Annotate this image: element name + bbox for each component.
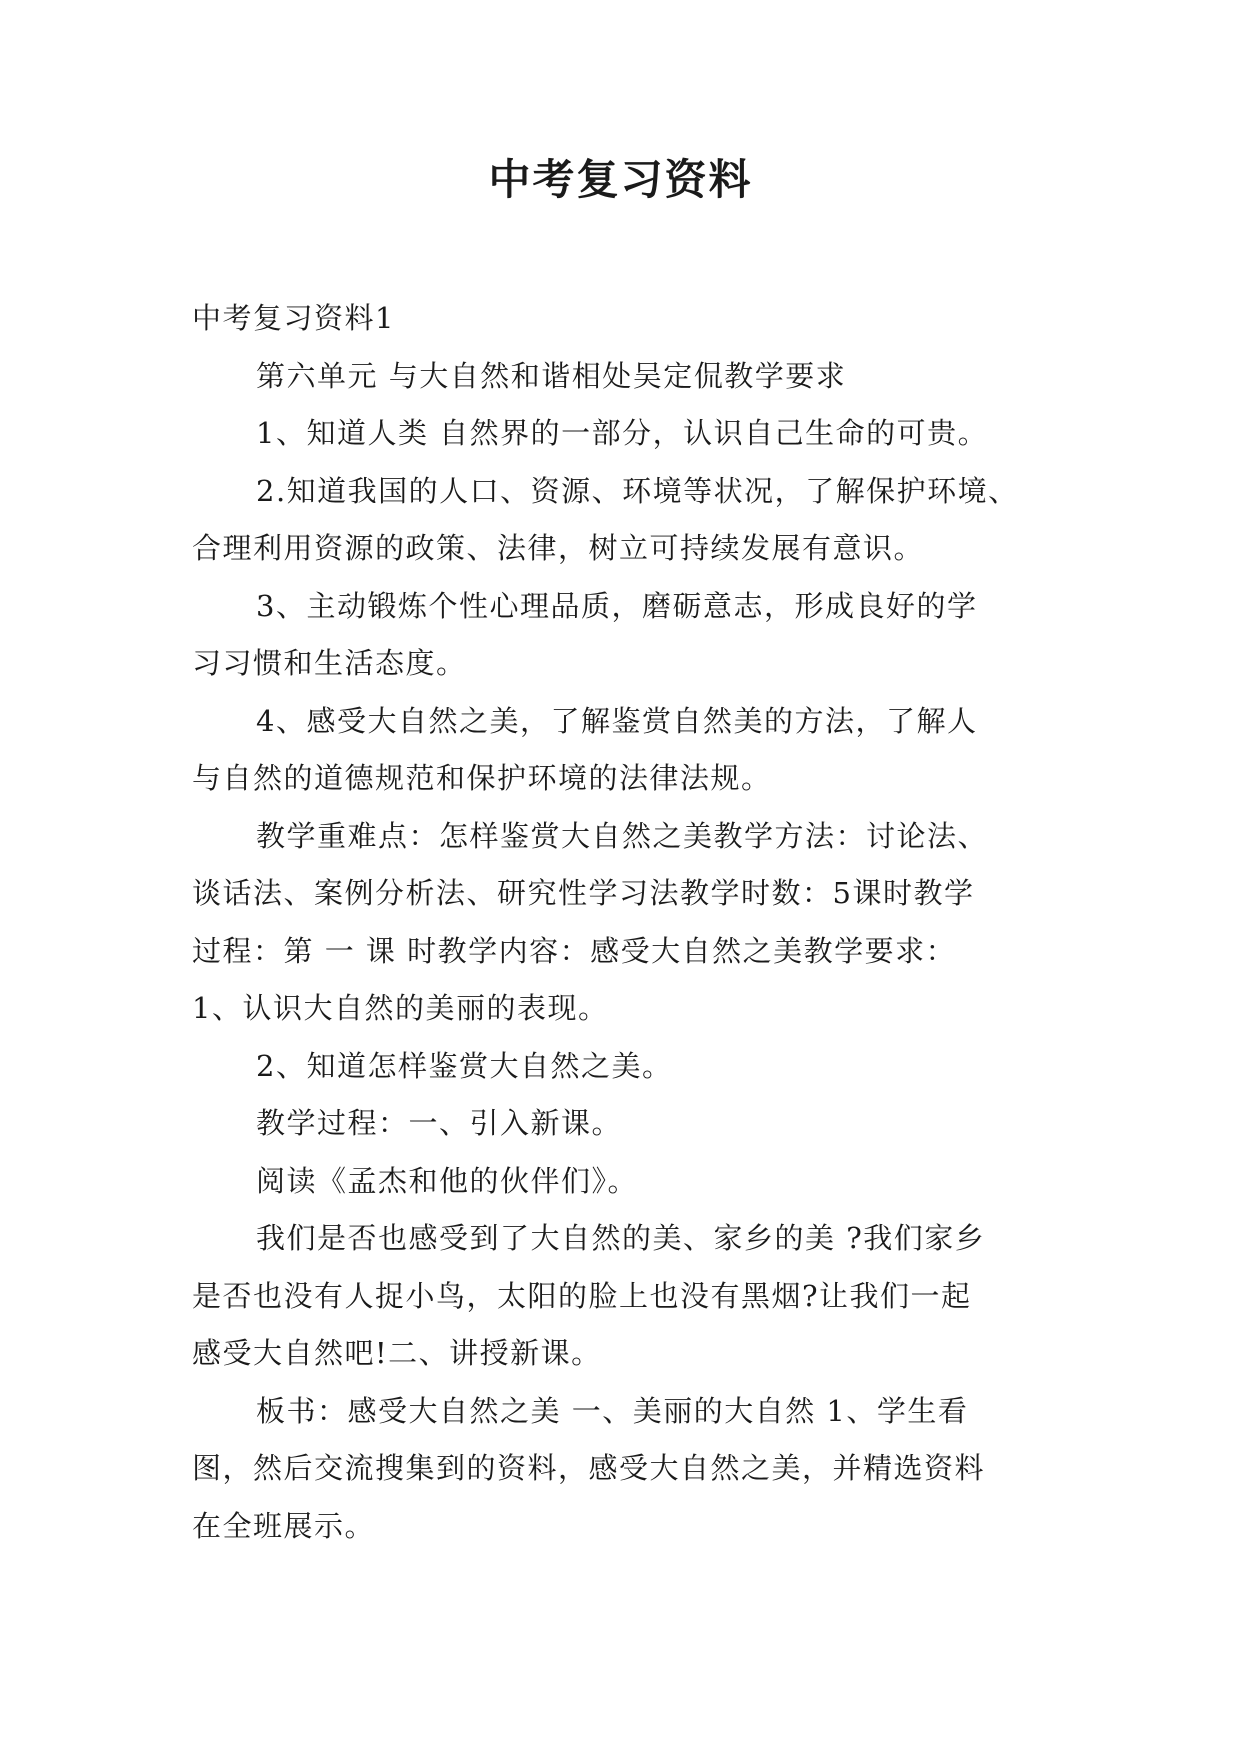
paragraph-line: 4、感受大自然之美，了解鉴赏自然美的方法，了解人 bbox=[256, 703, 978, 738]
paragraph-line: 2.知道我国的人口、资源、环境等状况，了解保护环境、 bbox=[256, 473, 1019, 508]
paragraph-line: 教学过程：一、引入新课。 bbox=[256, 1106, 623, 1140]
paragraph-line: 在全班展示。 bbox=[192, 1508, 376, 1543]
paragraph-line: 图，然后交流搜集到的资料，感受大自然之美，并精选资料 bbox=[192, 1451, 986, 1485]
section-heading: 中考复习资料1 bbox=[192, 301, 395, 335]
paragraph-line: 习习惯和生活态度。 bbox=[192, 646, 467, 680]
paragraph-line: 教学重难点：怎样鉴赏大自然之美教学方法：讨论法、 bbox=[256, 818, 989, 853]
paragraph-line: 过程：第 一 课 时教学内容：感受大自然之美教学要求： bbox=[192, 933, 957, 968]
paragraph-line: 感受大自然吧!二、讲授新课。 bbox=[192, 1336, 602, 1370]
document-title: 中考复习资料 bbox=[488, 155, 753, 204]
paragraph-line: 合理利用资源的政策、法律，树立可持续发展有意识。 bbox=[192, 531, 925, 565]
paragraph-line: 谈话法、案例分析法、研究性学习法教学时数：5课时教学 bbox=[192, 876, 975, 910]
paragraph-line: 与自然的道德规范和保护环境的法律法规。 bbox=[192, 761, 772, 795]
unit-heading: 第六单元 与大自然和谐相处吴定侃教学要求 bbox=[256, 358, 847, 393]
paragraph-line: 是否也没有人捉小鸟，太阳的脸上也没有黑烟?让我们一起 bbox=[192, 1278, 972, 1313]
document-body bbox=[192, 290, 1062, 1555]
paragraph-line: 阅读《孟杰和他的伙伴们》。 bbox=[256, 1163, 639, 1198]
paragraph-line: 1、认识大自然的美丽的表现。 bbox=[192, 991, 609, 1025]
paragraph-line: 我们是否也感受到了大自然的美、家乡的美 ?我们家乡 bbox=[256, 1221, 986, 1255]
paragraph-line: 2、知道怎样鉴赏大自然之美。 bbox=[256, 1048, 673, 1083]
paragraph-line: 板书：感受大自然之美 一、美丽的大自然 1、学生看 bbox=[256, 1393, 969, 1428]
paragraph-line: 3、主动锻炼个性心理品质，磨砺意志，形成良好的学 bbox=[256, 588, 978, 623]
paragraph-line: 1、知道人类 自然界的一部分，认识自己生命的可贵。 bbox=[256, 416, 989, 450]
